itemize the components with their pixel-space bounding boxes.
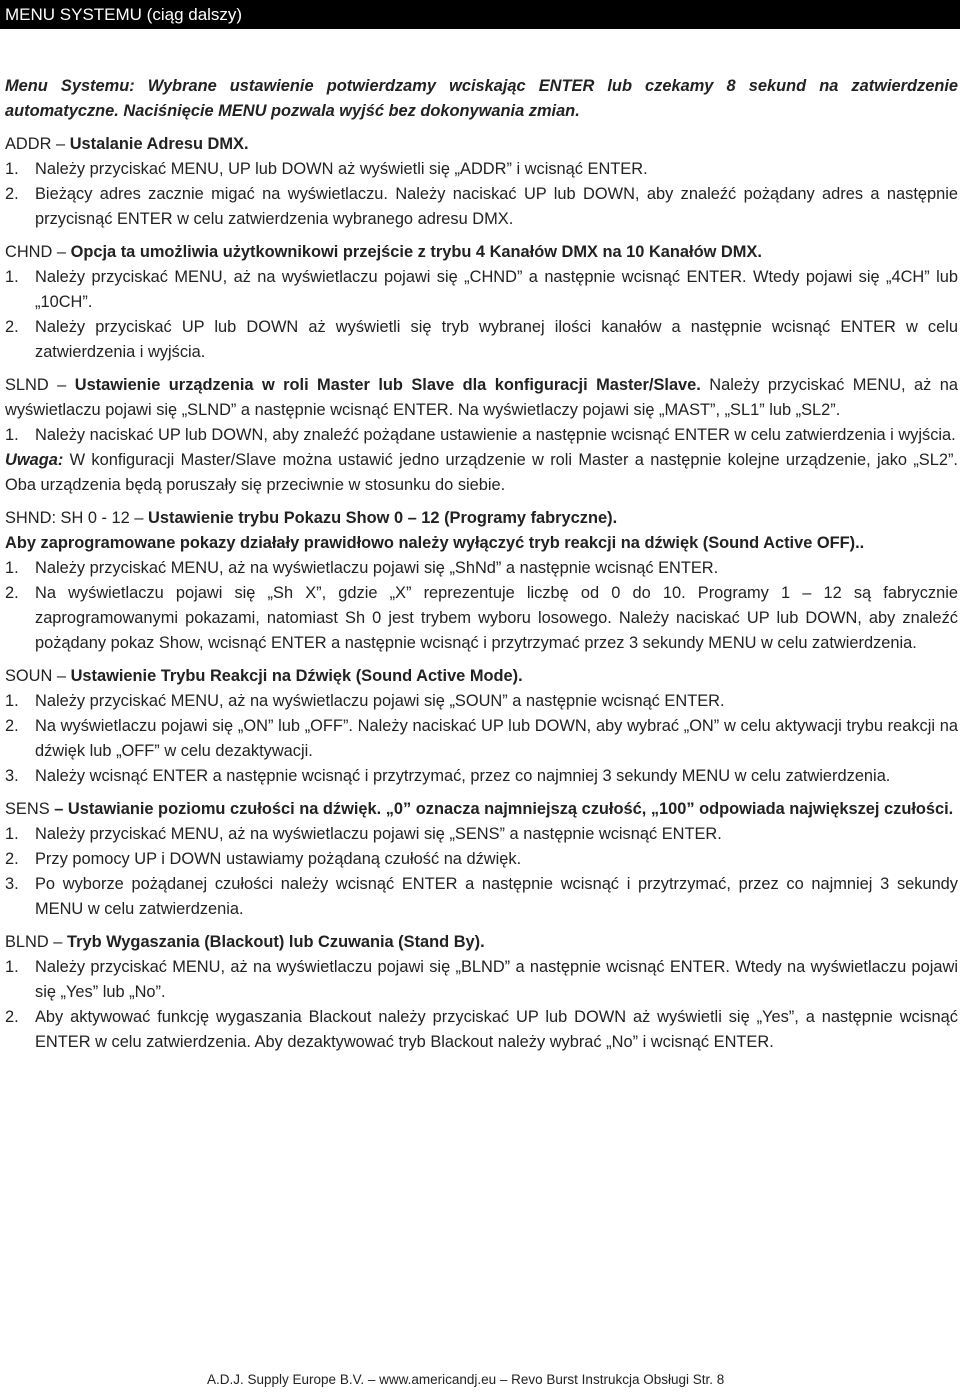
addr-item-1: 1. Należy przyciskać MENU, UP lub DOWN aż wyświetli się „ADDR” i wcisnąć ENTER. (5, 160, 648, 178)
page-content (5, 74, 958, 1055)
shnd-item-1: 1. Należy przyciskać MENU, aż na wyświetlaczu pojawi się „ShNd” a następnie wcisnąć ENTER. (5, 559, 719, 577)
shnd-heading: SHND: SH 0 - 12 – Ustawienie trybu Pokazu Show 0 – 12 (Programy fabryczne). (5, 509, 618, 527)
page-footer: A.D.J. Supply Europe B.V. – www.americandj.eu – Revo Burst Instrukcja Obsługi Str. 8 (207, 1372, 725, 1387)
addr-heading: ADDR – Ustalanie Adresu DMX. (5, 135, 249, 153)
sens-item-1: 1. Należy przyciskać MENU, aż na wyświetlaczu pojawi się „SENS” a następnie wcisnąć ENTER. (5, 825, 722, 843)
addr-item-2: 2. Bieżący adres zacznie migać na wyświetlaczu. Należy naciskać UP lub DOWN, aby znaleźć pożądany adres a następnie przycisnąć ENTER w celu zatwierdzenia wybranego adresu DMX. (5, 185, 958, 228)
chnd-item-1: 1. Należy przyciskać MENU, aż na wyświetlaczu pojawi się „CHND” a następnie wcisnąć ENTER. Wtedy pojawi się „4CH” lub „10CH”. (5, 268, 958, 311)
soun-item-3: 3. Należy wcisnąć ENTER a następnie wcisnąć i przytrzymać, przez co najmniej 3 sekundy MENU w celu zatwierdzenia. (5, 767, 891, 785)
shnd-warning: Aby zaprogramowane pokazy działały prawidłowo należy wyłączyć tryb reakcji na dźwięk (Sound Active OFF).. (5, 534, 865, 552)
sens-heading: SENS – Ustawianie poziomu czułości na dźwięk. „0” oznacza najmniejszą czułość, „100” odpowiada największej czułości. (5, 800, 954, 818)
sens-item-3: 3. Po wyborze pożądanej czułości należy wcisnąć ENTER a następnie wcisnąć i przytrzymać, przez co najmniej 3 sekundy MENU w celu zatwierdzenia. (5, 875, 958, 918)
shnd-item-2: 2. Na wyświetlaczu pojawi się „Sh X”, gdzie „X” reprezentuje liczbę od 0 do 10. Programy 1 – 12 są fabrycznie zaprogramowanymi pokazami, natomiast Sh 0 jest trybem wyboru losowego. Należy naciskać UP lub DOWN, aby znaleźć pożądany pokaz Show, wcisnąć ENTER a następnie wcisnąć i przytrzymać przez 3 sekundy MENU w celu zatwierdzenia. (5, 584, 958, 652)
page-header: MENU SYSTEMU (ciąg dalszy) (0, 0, 960, 29)
soun-heading: SOUN – Ustawienie Trybu Reakcji na Dźwięk (Sound Active Mode). (5, 667, 523, 685)
soun-item-2: 2. Na wyświetlaczu pojawi się „ON” lub „OFF”. Należy naciskać UP lub DOWN, aby wybrać „ON” w celu aktywacji trybu reakcji na dźwięk lub „OFF” w celu dezaktywacji. (5, 717, 958, 760)
blnd-item-2: 2. Aby aktywować funkcję wygaszania Blackout należy przyciskać UP lub DOWN aż wyświetli się „Yes”, a następnie wcisnąć ENTER w celu zatwierdzenia. Aby dezaktywować tryb Blackout należy wybrać „No” i wcisnąć ENTER. (5, 1008, 958, 1051)
sens-item-2: 2. Przy pomocy UP i DOWN ustawiamy pożądaną czułość na dźwięk. (5, 850, 522, 868)
chnd-item-2: 2. Należy przyciskać UP lub DOWN aż wyświetli się tryb wybranej ilości kanałów a następnie wcisnąć ENTER w celu zatwierdzenia i wyjścia. (5, 318, 958, 361)
chnd-heading: CHND – Opcja ta umożliwia użytkownikowi przejście z trybu 4 Kanałów DMX na 10 Kanałów DMX. (5, 243, 762, 261)
intro-paragraph: Menu Systemu: Wybrane ustawienie potwierdzamy wciskając ENTER lub czekamy 8 sekund na zatwierdzenie automatyczne. Naciśnięcie MENU pozwala wyjść bez dokonywania zmian. (5, 77, 958, 120)
slnd-heading: SLND – Ustawienie urządzenia w roli Master lub Slave dla konfiguracji Master/Slave. Należy przyciskać MENU, aż na wyświetlaczu pojawi się „SLND” a następnie wcisnąć ENTER. Na wyświetlaczy pojawi się „MAST”, „SL1” lub „SL2”. (5, 376, 959, 419)
slnd-note: Uwaga: W konfiguracji Master/Slave można ustawić jedno urządzenie w roli Master a następnie kolejne urządzenie, jako „SL2”. Oba urządzenia będą poruszały się przeciwnie w stosunku do siebie. (5, 451, 958, 494)
soun-item-1: 1. Należy przyciskać MENU, aż na wyświetlaczu pojawi się „SOUN” a następnie wcisnąć ENTER. (5, 692, 725, 710)
blnd-item-1: 1. Należy przyciskać MENU, aż na wyświetlaczu pojawi się „BLND” a następnie wcisnąć ENTER. Wtedy na wyświetlaczu pojawi się „Yes” lub „No”. (5, 958, 958, 1001)
blnd-heading: BLND – Tryb Wygaszania (Blackout) lub Czuwania (Stand By). (5, 933, 485, 951)
slnd-item-1: 1. Należy naciskać UP lub DOWN, aby znaleźć pożądane ustawienie a następnie wcisnąć ENTER w celu zatwierdzenia i wyjścia. (5, 426, 956, 444)
